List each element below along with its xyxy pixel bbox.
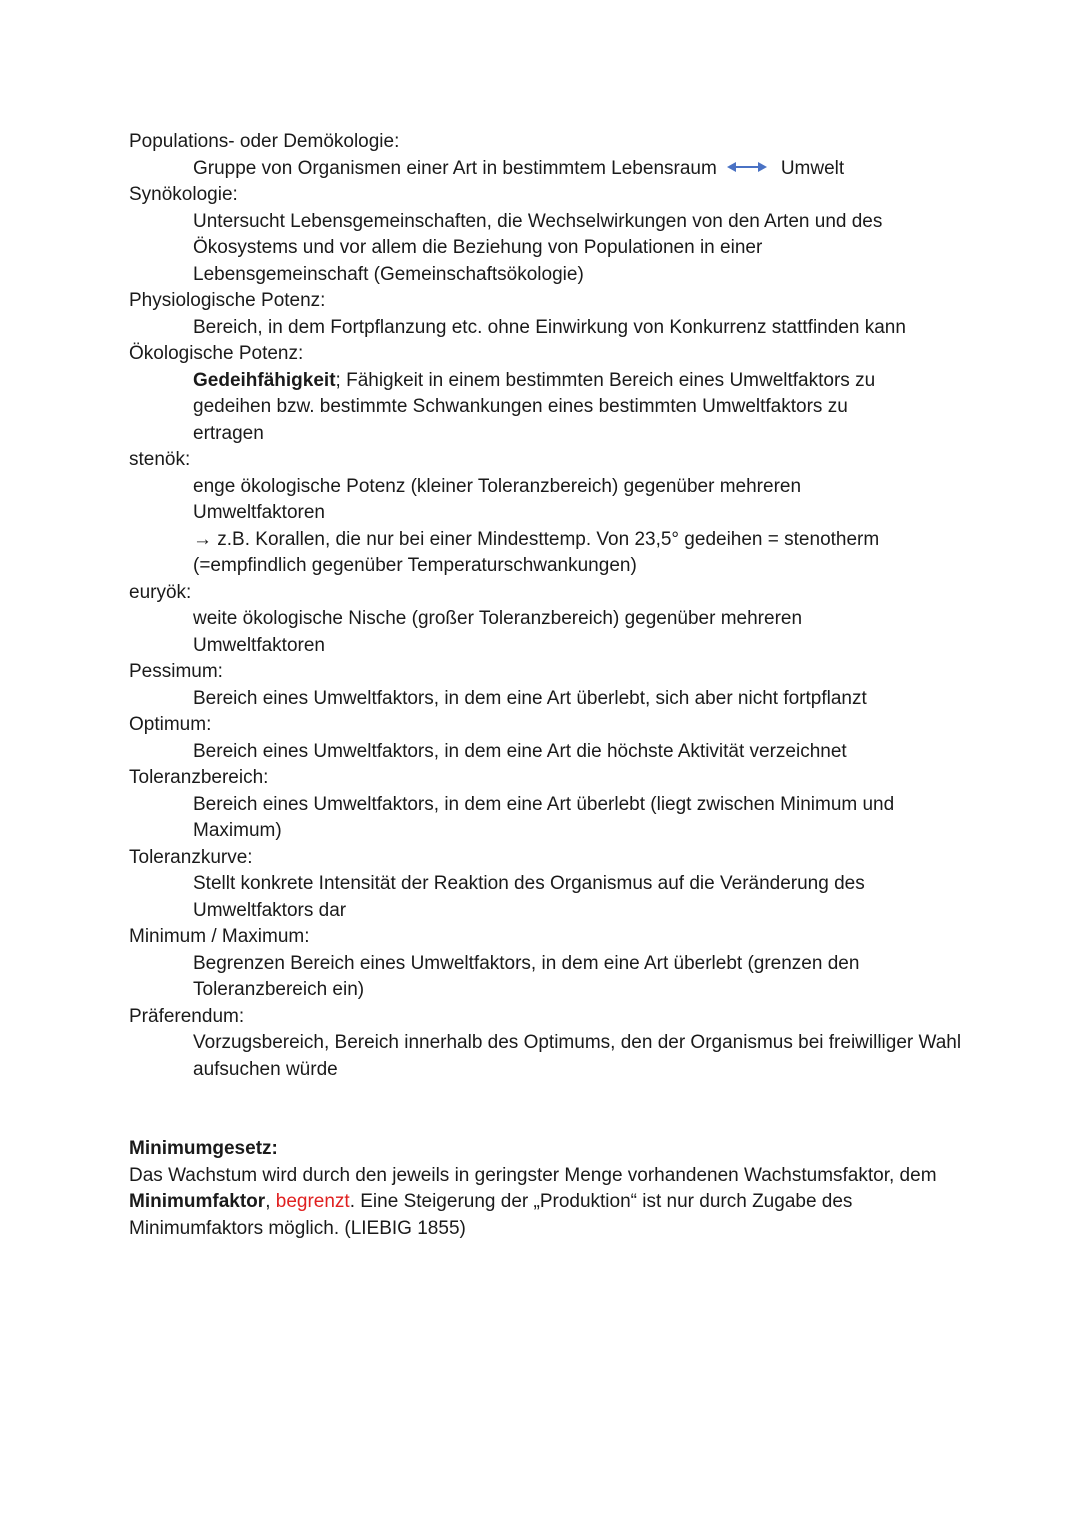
definition-example: → z.B. Korallen, die nur bei einer Mindesttemp. Von 23,5° gedeihen = stenotherm (=empfindlich gegenüber Temperaturschwankungen)	[193, 528, 880, 576]
term-euryoek: euryök:	[129, 581, 192, 603]
definition-text: Untersucht Lebensgemeinschaften, die Wechselwirkungen von den Arten und des Ökosystems und vor allem die Beziehung von Populationen in einer Lebensgemeinschaft (Gemeinschaftsökologie)	[193, 210, 883, 285]
law-title: Minimumgesetz:	[129, 1138, 278, 1159]
definition-text: ; Fähigkeit in einem bestimmten Bereich eines Umweltfaktors zu gedeihen bzw. bestimmte Schwankungen eines bestimmten Umweltfaktors zu ertragen	[193, 369, 876, 444]
document-content	[129, 129, 969, 1242]
definition-toleranzbereich	[193, 792, 969, 845]
law-text-bold-minimumfaktor: Minimumfaktor	[129, 1191, 266, 1212]
definition-text-after-arrow: Umwelt	[780, 157, 845, 179]
definition-text: Gruppe von Organismen einer Art in bestimmtem Lebensraum	[193, 157, 717, 179]
definition-minimum-maximum	[193, 951, 969, 1004]
term-populationsoekologie: Populations- oder Demökologie:	[129, 131, 400, 152]
definition-text: Begrenzen Bereich eines Umweltfaktors, in dem eine Art überlebt (grenzen den Toleranzbereich ein)	[193, 952, 860, 1000]
definition-bold-term: Gedeihfähigkeit	[193, 369, 336, 391]
term-physiologische-potenz: Physiologische Potenz:	[129, 290, 326, 311]
definition-physiologische-potenz	[193, 315, 969, 342]
term-stenoek: stenök:	[129, 449, 191, 470]
term-toleranzkurve: Toleranzkurve:	[129, 846, 253, 868]
term-optimum: Optimum:	[129, 714, 212, 735]
term-oekologische-potenz: Ökologische Potenz:	[129, 343, 304, 364]
definition-text: Bereich eines Umweltfaktors, in dem eine Art überlebt (liegt zwischen Minimum und Maximum)	[193, 793, 895, 841]
double-arrow-icon	[727, 161, 767, 173]
term-synoekologie: Synökologie:	[129, 184, 238, 205]
definition-text: Stellt konkrete Intensität der Reaktion des Organismus auf die Veränderung des Umweltfaktors dar	[193, 873, 865, 921]
term-toleranzbereich: Toleranzbereich:	[129, 767, 269, 788]
definition-euryoek	[193, 606, 969, 659]
section-spacer	[129, 1083, 969, 1136]
law-text-red-begrenzt: begrenzt	[275, 1191, 350, 1212]
definition-populationsoekologie	[193, 156, 969, 183]
law-text	[129, 1163, 944, 1243]
definition-text: Bereich, in dem Fortpflanzung etc. ohne Einwirkung von Konkurrenz stattfinden kann	[193, 316, 906, 338]
definition-text: Bereich eines Umweltfaktors, in dem eine Art überlebt, sich aber nicht fortpflanzt	[193, 687, 867, 709]
term-minimum-maximum: Minimum / Maximum:	[129, 926, 310, 947]
definition-praeferendum	[193, 1030, 969, 1083]
definition-text: Vorzugsbereich, Bereich innerhalb des Optimums, den der Organismus bei freiwilliger Wahl aufsuchen würde	[193, 1032, 962, 1080]
definition-pessimum	[193, 686, 969, 713]
definition-oekologische-potenz	[193, 368, 969, 448]
definition-synoekologie	[193, 209, 969, 289]
law-text-part2: ,	[265, 1191, 276, 1212]
definition-text: enge ökologische Potenz (kleiner Toleranzbereich) gegenüber mehreren Umweltfaktoren	[193, 475, 802, 523]
term-pessimum: Pessimum:	[129, 661, 223, 682]
definition-optimum	[193, 739, 969, 766]
definition-text: weite ökologische Nische (großer Toleranzbereich) gegenüber mehreren Umweltfaktoren	[193, 608, 803, 656]
term-praeferendum: Präferendum:	[129, 1005, 245, 1027]
law-text-part3: . Eine Steigerung der „Produktion“ ist nur durch Zugabe des Minimumfaktors möglich. (LIEBIG 1855)	[129, 1191, 853, 1239]
definition-stenoek	[193, 474, 969, 580]
definition-toleranzkurve	[193, 871, 969, 924]
definition-text: Bereich eines Umweltfaktors, in dem eine Art die höchste Aktivität verzeichnet	[193, 740, 847, 762]
law-text-part1: Das Wachstum wird durch den jeweils in geringster Menge vorhandenen Wachstumsfaktor, dem	[129, 1164, 937, 1186]
